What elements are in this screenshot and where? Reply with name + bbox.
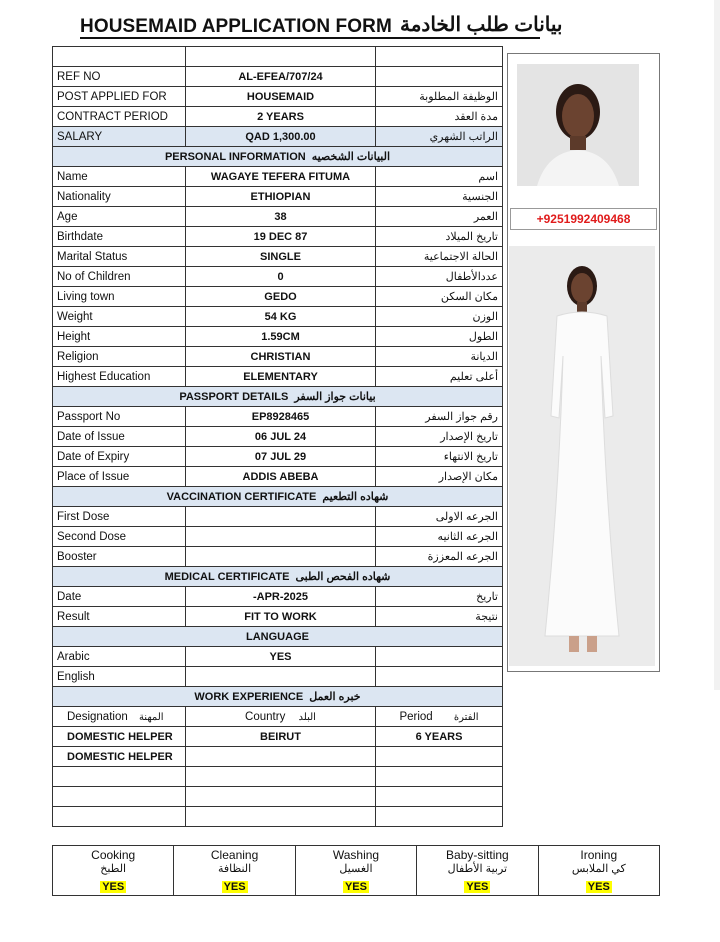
- field-value: 0: [186, 267, 376, 287]
- field-label: Living town: [53, 287, 186, 307]
- field-label-ar: تاريخ: [376, 587, 503, 607]
- field-value: WAGAYE TEFERA FITUMA: [186, 167, 376, 187]
- field-label: Weight: [53, 307, 186, 327]
- field-value: EP8928465: [186, 407, 376, 427]
- work-country: [186, 747, 376, 767]
- work-row: [53, 727, 503, 747]
- skill-name: Washing: [332, 848, 380, 862]
- column-designation: Designation: [67, 710, 128, 723]
- vaccination-row: [53, 527, 503, 547]
- skill-value: YES: [102, 881, 125, 893]
- field-value: [186, 527, 376, 547]
- job-row: [53, 87, 503, 107]
- field-label-ar: الوزن: [376, 307, 503, 327]
- passport-row: [53, 427, 503, 447]
- field-value: FIT TO WORK: [186, 607, 376, 627]
- column-country: Country: [245, 710, 286, 723]
- field-value: SINGLE: [186, 247, 376, 267]
- skill-cell: [538, 846, 659, 896]
- field-label: Place of Issue: [53, 467, 186, 487]
- title-underline: [80, 37, 540, 39]
- skill-name-ar: كي الملابس: [571, 863, 626, 875]
- column-designation-ar: المهنة: [138, 711, 164, 723]
- field-value: 07 JUL 29: [186, 447, 376, 467]
- job-label: POST APPLIED FOR: [53, 87, 186, 107]
- form-title-english: HOUSEMAID APPLICATION FORM: [80, 16, 392, 37]
- skill-cell: [417, 846, 538, 896]
- skill-value: YES: [587, 881, 610, 893]
- field-label-ar: أعلى تعليم: [376, 367, 503, 387]
- section-title-en: VACCINATION CERTIFICATE: [166, 491, 317, 503]
- section-header-personal: [53, 147, 503, 167]
- field-label-ar: الطول: [376, 327, 503, 347]
- full-body-figure: [509, 246, 655, 666]
- job-value: QAD 1,300.00: [186, 127, 376, 147]
- passport-row: [53, 447, 503, 467]
- personal-row: [53, 347, 503, 367]
- phone-number: +9251992409468: [510, 208, 657, 230]
- skill-cell: [174, 846, 295, 896]
- medical-row: [53, 587, 503, 607]
- field-label-ar: [376, 647, 503, 667]
- job-label-ar: الوظيفة المطلوبة: [376, 87, 503, 107]
- work-row-empty: [53, 807, 503, 827]
- field-label: Booster: [53, 547, 186, 567]
- column-period-ar: الفترة: [453, 711, 479, 723]
- skills-row: [53, 846, 660, 896]
- field-value: CHRISTIAN: [186, 347, 376, 367]
- field-value: ELEMENTARY: [186, 367, 376, 387]
- field-value: [186, 507, 376, 527]
- personal-row: [53, 227, 503, 247]
- section-title-en: WORK EXPERIENCE: [194, 691, 304, 703]
- field-value: 06 JUL 24: [186, 427, 376, 447]
- section-title-ar: البيانات الشخصيه: [311, 151, 391, 163]
- section-title-ar: شهاده التطعيم: [322, 491, 389, 503]
- job-row: [53, 67, 503, 87]
- section-title-ar: خبره العمل: [309, 691, 361, 703]
- job-label: CONTRACT PERIOD: [53, 107, 186, 127]
- job-value: AL-EFEA/707/24: [186, 67, 376, 87]
- field-label-ar: تاريخ الانتهاء: [376, 447, 503, 467]
- section-header-vaccination: [53, 487, 503, 507]
- field-label: Date: [53, 587, 186, 607]
- job-label: SALARY: [53, 127, 186, 147]
- portrait-photo: [517, 64, 639, 186]
- form-title-arabic: بيانات طلب الخادمة: [400, 14, 563, 36]
- field-label-ar: [376, 667, 503, 687]
- field-label: Marital Status: [53, 247, 186, 267]
- passport-row: [53, 467, 503, 487]
- personal-row: [53, 187, 503, 207]
- field-value: ETHIOPIAN: [186, 187, 376, 207]
- field-label: First Dose: [53, 507, 186, 527]
- work-designation: DOMESTIC HELPER: [53, 747, 186, 767]
- personal-row: [53, 287, 503, 307]
- field-label-ar: عددالأطفال: [376, 267, 503, 287]
- job-row: [53, 107, 503, 127]
- work-period: 6 YEARS: [376, 727, 503, 747]
- field-label-ar: العمر: [376, 207, 503, 227]
- field-label: Arabic: [53, 647, 186, 667]
- field-label: English: [53, 667, 186, 687]
- job-value: 2 YEARS: [186, 107, 376, 127]
- personal-row: [53, 307, 503, 327]
- section-title-en: LANGUAGE: [53, 627, 503, 647]
- skill-cell: [53, 846, 174, 896]
- medical-row: [53, 607, 503, 627]
- work-period: [376, 747, 503, 767]
- skill-name: Baby-sitting: [446, 848, 509, 862]
- personal-row: [53, 207, 503, 227]
- skill-value: YES: [466, 881, 489, 893]
- skill-name: Cleaning: [210, 848, 259, 862]
- job-label-ar: [376, 67, 503, 87]
- column-country-ar: البلد: [298, 711, 316, 723]
- skills-table: [52, 845, 660, 896]
- job-value: HOUSEMAID: [186, 87, 376, 107]
- personal-row: [53, 247, 503, 267]
- field-value: 38: [186, 207, 376, 227]
- skill-name-ar: الطبخ: [100, 863, 127, 875]
- field-value: -APR-2025: [186, 587, 376, 607]
- work-row-empty: [53, 767, 503, 787]
- skill-cell: [295, 846, 416, 896]
- field-value: 1.59CM: [186, 327, 376, 347]
- field-value: [186, 667, 376, 687]
- field-label: Result: [53, 607, 186, 627]
- passport-row: [53, 407, 503, 427]
- field-label-ar: تاريخ الميلاد: [376, 227, 503, 247]
- field-label-ar: مكان الإصدار: [376, 467, 503, 487]
- field-value: 54 KG: [186, 307, 376, 327]
- skill-value: YES: [223, 881, 246, 893]
- job-label-ar: الراتب الشهري: [376, 127, 503, 147]
- section-title-en: PASSPORT DETAILS: [179, 391, 289, 403]
- page-edge: [714, 0, 720, 690]
- application-table: [52, 46, 503, 827]
- vaccination-row: [53, 507, 503, 527]
- field-label-ar: الجرعه الثانيه: [376, 527, 503, 547]
- section-header-medical: [53, 567, 503, 587]
- section-title-ar: بيانات جواز السفر: [294, 391, 376, 403]
- field-value: YES: [186, 647, 376, 667]
- skill-name: Ironing: [580, 848, 618, 862]
- work-designation: DOMESTIC HELPER: [53, 727, 186, 747]
- field-label-ar: الجنسية: [376, 187, 503, 207]
- field-label: Date of Expiry: [53, 447, 186, 467]
- job-row: [53, 127, 503, 147]
- field-label-ar: الحالة الاجتماعية: [376, 247, 503, 267]
- field-label: Nationality: [53, 187, 186, 207]
- column-period: Period: [399, 710, 433, 723]
- field-label-ar: نتيجة: [376, 607, 503, 627]
- field-label: Highest Education: [53, 367, 186, 387]
- top-blank-row: [53, 47, 503, 67]
- personal-row: [53, 267, 503, 287]
- field-label-ar: اسم: [376, 167, 503, 187]
- section-title-en: MEDICAL CERTIFICATE: [164, 571, 290, 583]
- work-column-headers: [53, 707, 503, 727]
- personal-row: [53, 327, 503, 347]
- section-title-en: PERSONAL INFORMATION: [164, 151, 306, 163]
- portrait-figure: [517, 64, 639, 186]
- field-label-ar: الجرعه المعززة: [376, 547, 503, 567]
- field-label-ar: مكان السكن: [376, 287, 503, 307]
- field-label: Birthdate: [53, 227, 186, 247]
- skill-name: Cooking: [91, 848, 136, 862]
- field-label: Date of Issue: [53, 427, 186, 447]
- field-value: 19 DEC 87: [186, 227, 376, 247]
- personal-row: [53, 167, 503, 187]
- field-label-ar: تاريخ الإصدار: [376, 427, 503, 447]
- field-label: Height: [53, 327, 186, 347]
- section-header-language: [53, 627, 503, 647]
- personal-row: [53, 367, 503, 387]
- work-row: [53, 747, 503, 767]
- field-label: No of Children: [53, 267, 186, 287]
- field-value: ADDIS ABEBA: [186, 467, 376, 487]
- field-label-ar: الجرعه الاولى: [376, 507, 503, 527]
- field-label: Religion: [53, 347, 186, 367]
- work-country: BEIRUT: [186, 727, 376, 747]
- language-row: [53, 647, 503, 667]
- work-row-empty: [53, 787, 503, 807]
- job-label: REF NO: [53, 67, 186, 87]
- skill-name-ar: النظافة: [217, 863, 252, 875]
- full-body-photo: [509, 246, 655, 666]
- skill-value: YES: [344, 881, 367, 893]
- job-label-ar: مدة العقد: [376, 107, 503, 127]
- section-header-work: [53, 687, 503, 707]
- skill-name-ar: الغسيل: [339, 863, 373, 875]
- section-header-passport: [53, 387, 503, 407]
- field-label-ar: رقم جواز السفر: [376, 407, 503, 427]
- field-label: Age: [53, 207, 186, 227]
- field-label-ar: الديانة: [376, 347, 503, 367]
- language-row: [53, 667, 503, 687]
- field-label: Second Dose: [53, 527, 186, 547]
- skill-name-ar: تربية الأطفال: [447, 863, 508, 875]
- field-label: Passport No: [53, 407, 186, 427]
- vaccination-row: [53, 547, 503, 567]
- section-title-ar: شهاده الفحص الطبى: [295, 571, 391, 583]
- field-label: Name: [53, 167, 186, 187]
- field-value: [186, 547, 376, 567]
- field-value: GEDO: [186, 287, 376, 307]
